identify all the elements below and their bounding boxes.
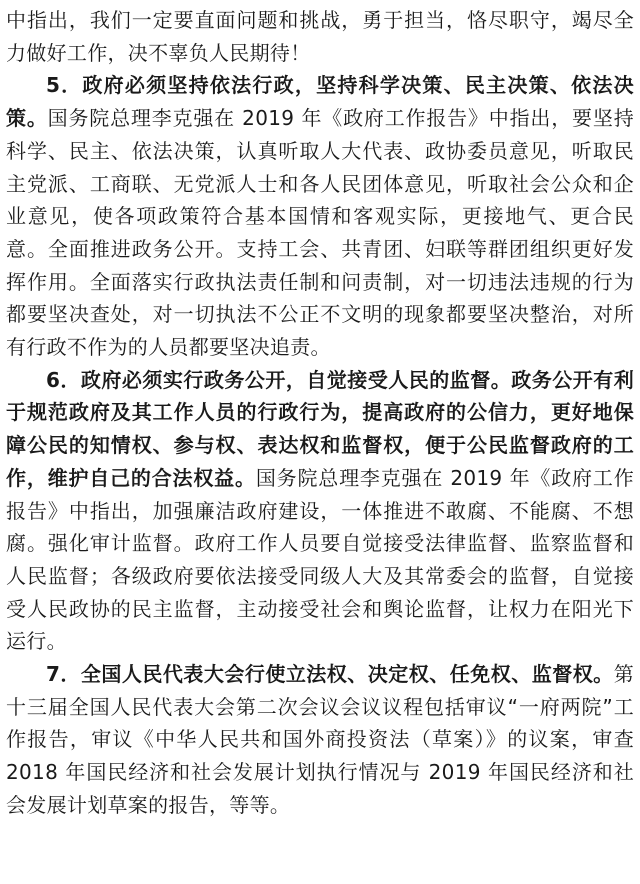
paragraph-intro [6,4,634,69]
paragraph-item-5-text: 国务院总理李克强在 2019 年《政府工作报告》中指出，要坚持科学、民主、依法决策，认真听取人大代表、政协委员意见，听取民主党派、工商联、无党派人士和各人民团体意见，听取社会公众和企业意见，使各项政策符合基本国情和客观实际，更接地气、更合民意。全面推进政务公开。支持工会、共青团、妇联等群团组织更好发挥作用。全面落实行政执法责任制和问责制，对一切违法违规的行为都要坚决查处，对一切执法不公正不文明的现象都要坚决整治，对所有行政不作为的人员都要坚决追责。 [6,106,634,360]
paragraph-item-7-heading: 7．全国人民代表大会行使立法权、决定权、任免权、监督权。 [46,662,614,687]
paragraph-item-7 [6,658,634,822]
paragraph-item-5-heading: 5．政府必须坚持依法行政，坚持科学决策、民主决策、依法决策。 [6,73,634,131]
paragraph-item-6-text: 国务院总理李克强在 2019 年《政府工作报告》中指出，加强廉洁政府建设，一体推进不敢腐、不能腐、不想腐。强化审计监督。政府工作人员要自觉接受法律监督、监察监督和人民监督；各级政府要依法接受同级人大及其常委会的监督，自觉接受人民政协的民主监督，主动接受社会和舆论监督，让权力在阳光下运行。 [6,465,634,654]
paragraph-item-5 [6,69,634,363]
paragraph-item-7-text: 第十三届全国人民代表大会第二次会议会议议程包括审议“一府两院”工作报告，审议《中华人民共和国外商投资法（草案）》的议案，审查 2018 年国民经济和社会发展计划执行情况与 2019 年国民经济和社会发展计划草案的报告，等等。 [6,662,634,817]
paragraph-intro-text: 中指出，我们一定要直面问题和挑战，勇于担当，恪尽职守，竭尽全力做好工作，决不辜负人民期待！ [6,8,634,65]
paragraph-item-6-heading: 6．政府必须实行政务公开，自觉接受人民的监督。政务公开有利于规范政府及其工作人员的行政行为，提高政府的公信力，更好地保障公民的知情权、参与权、表达权和监督权，便于公民监督政府的工作，维护自己的合法权益。 [6,367,634,490]
paragraph-item-6 [6,364,634,658]
